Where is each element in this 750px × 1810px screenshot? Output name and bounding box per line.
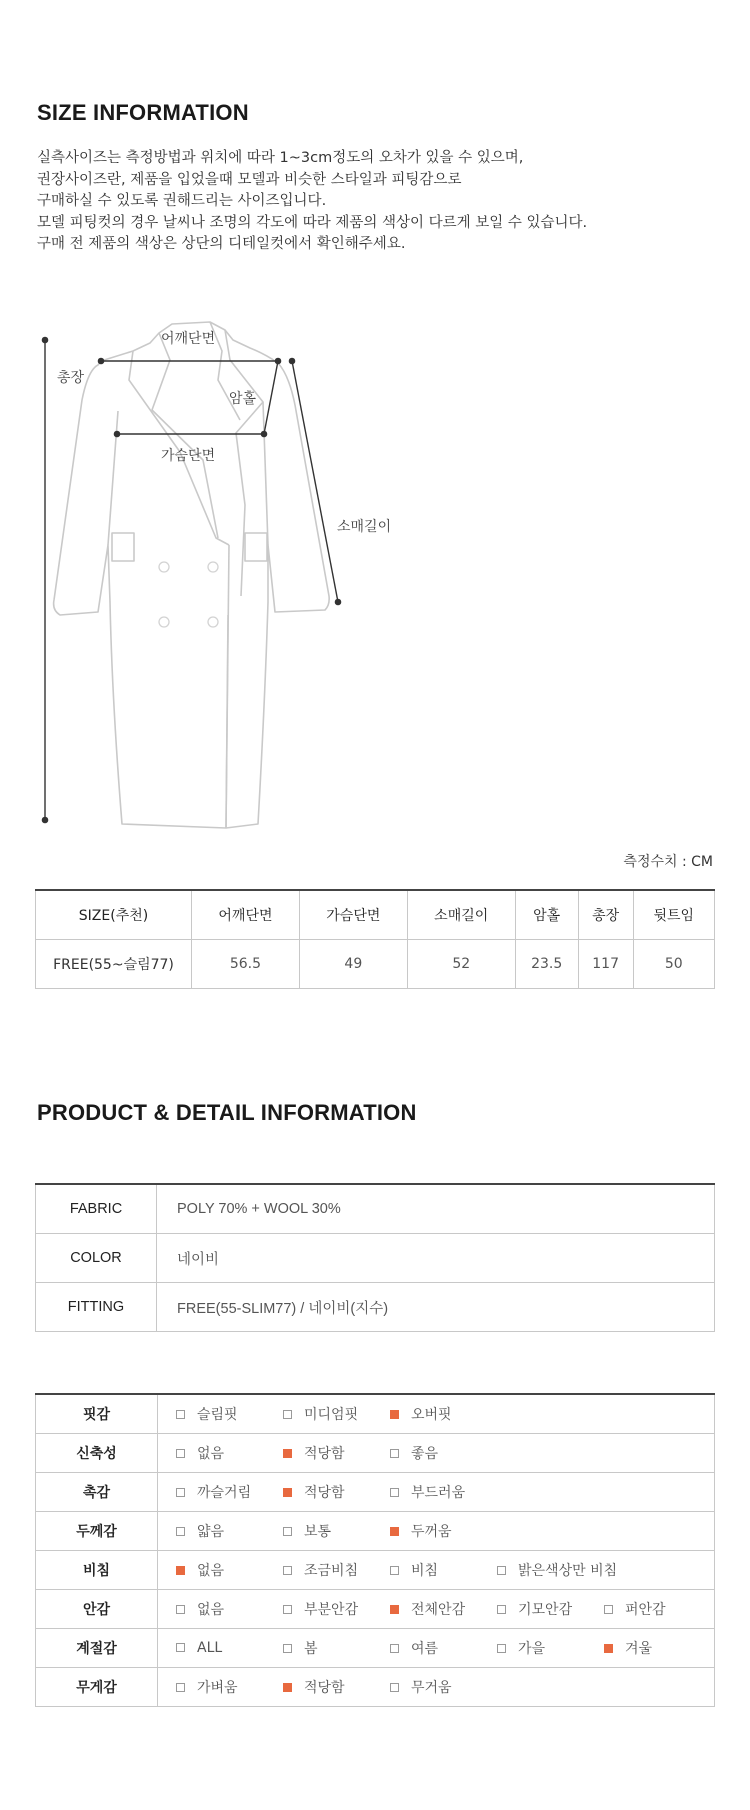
unchecked-box-icon [497,1566,506,1575]
product-section-title: PRODUCT & DETAIL INFORMATION [37,1100,417,1125]
checked-box-icon [390,1527,399,1536]
attribute-option [390,1404,452,1424]
attribute-option-label: 없음 [197,1602,225,1618]
unchecked-box-icon [497,1644,506,1653]
attribute-option [176,1677,238,1697]
attribute-options [158,1394,715,1434]
attribute-options [158,1668,715,1707]
size-table [35,889,715,989]
label-armhole: 암홀 [229,391,257,407]
attribute-row [36,1590,715,1629]
label-length: 총장 [57,370,85,386]
unchecked-box-icon [390,1566,399,1575]
attribute-option-label: ALL [197,1640,223,1656]
attribute-option-label: 까슬거림 [197,1485,252,1501]
attribute-option [390,1443,438,1463]
attribute-label: 촉감 [36,1473,158,1512]
coat-measurement-diagram [0,300,750,840]
attribute-label: 비침 [36,1551,158,1590]
attribute-option-label: 조금비침 [304,1563,359,1579]
coat-illustration [0,300,750,840]
unchecked-box-icon [283,1644,292,1653]
size-header-cell: SIZE(추천) [36,890,192,940]
checked-box-icon [604,1644,613,1653]
info-value-fabric: POLY 70% + WOOL 30% [157,1184,715,1234]
intro-line: 모델 피팅컷의 경우 날씨나 조명의 각도에 따라 제품의 색상이 다르게 보일 수 있습니다. [37,214,588,231]
intro-line: 권장사이즈란, 제품을 입었을때 모델과 비슷한 스타일과 피팅감으로 [37,171,462,188]
attribute-option [283,1521,331,1541]
attribute-option [390,1677,452,1697]
attribute-option [176,1482,251,1502]
size-header-cell: 암홀 [515,890,578,940]
attribute-option [176,1521,224,1541]
unchecked-box-icon [176,1488,185,1497]
checked-box-icon [283,1683,292,1692]
attribute-option [497,1638,545,1658]
attribute-option-label: 전체안감 [411,1602,466,1618]
attribute-option-label: 무거움 [411,1680,452,1696]
attribute-row [36,1629,715,1668]
attribute-options [158,1551,715,1590]
attribute-row [36,1551,715,1590]
attribute-option [390,1638,438,1658]
size-table-row [36,940,715,989]
size-header-cell: 가슴단면 [299,890,407,940]
size-cell: 23.5 [515,940,578,989]
attribute-row [36,1512,715,1551]
attribute-label: 안감 [36,1590,158,1629]
info-label-color: COLOR [36,1234,157,1283]
attribute-option-label: 가을 [518,1641,546,1657]
unchecked-box-icon [176,1605,185,1614]
attribute-option-label: 좋음 [411,1446,439,1462]
attribute-option-label: 보통 [304,1524,332,1540]
product-info-table [35,1183,715,1332]
attribute-option [604,1638,652,1658]
attribute-option-label: 기모안감 [518,1602,573,1618]
attribute-option-label: 적당함 [304,1485,345,1501]
attribute-option [176,1443,224,1463]
intro-line: 실측사이즈는 측정방법과 위치에 따라 1~3cm정도의 오차가 있을 수 있으며, [37,150,524,166]
size-cell: 117 [578,940,633,989]
attribute-option [390,1521,452,1541]
attribute-label: 핏감 [36,1394,158,1434]
unchecked-box-icon [390,1644,399,1653]
info-label-fitting: FITTING [36,1283,157,1332]
attribute-option [176,1599,224,1619]
unchecked-box-icon [283,1566,292,1575]
attribute-option [283,1560,358,1580]
size-header-cell: 어깨단면 [192,890,300,940]
product-attribute-table [35,1393,715,1707]
attribute-option-label: 두꺼움 [411,1524,452,1540]
attribute-option [390,1560,438,1580]
attribute-options [158,1434,715,1473]
label-shoulder: 어깨단면 [161,331,216,347]
size-cell: 52 [407,940,515,989]
checked-box-icon [390,1605,399,1614]
attribute-option-label: 봄 [304,1641,318,1657]
attribute-row [36,1394,715,1434]
attribute-option [604,1599,666,1619]
size-section-title: SIZE INFORMATION [37,100,249,125]
label-chest: 가슴단면 [161,448,216,464]
attribute-option [497,1599,572,1619]
attribute-option-label: 여름 [411,1641,439,1657]
measurement-unit-note: 측정수치 : CM [623,854,713,870]
unchecked-box-icon [283,1605,292,1614]
attribute-option-label: 없음 [197,1446,225,1462]
unchecked-box-icon [176,1683,185,1692]
attribute-option-label: 미디엄핏 [304,1407,359,1423]
attribute-options [158,1512,715,1551]
attribute-option [176,1404,238,1424]
attribute-option-label: 부드러움 [411,1485,466,1501]
attribute-option-label: 적당함 [304,1446,345,1462]
info-label-fabric: FABRIC [36,1184,157,1234]
attribute-options [158,1473,715,1512]
checked-box-icon [283,1449,292,1458]
attribute-option [176,1560,224,1580]
info-row [36,1184,715,1234]
checked-box-icon [176,1566,185,1575]
checked-box-icon [390,1410,399,1419]
attribute-option [497,1560,617,1580]
unchecked-box-icon [283,1527,292,1536]
unchecked-box-icon [176,1527,185,1536]
info-row [36,1283,715,1332]
attribute-option-label: 밝은색상만 비침 [518,1563,618,1579]
attribute-option-label: 적당함 [304,1680,345,1696]
attribute-option [283,1482,345,1502]
size-table-header-row [36,890,715,940]
attribute-option-label: 퍼안감 [625,1602,666,1618]
attribute-row [36,1473,715,1512]
attribute-option [283,1404,358,1424]
intro-line: 구매 전 제품의 색상은 상단의 디테일컷에서 확인해주세요. [37,236,406,252]
size-cell: 56.5 [192,940,300,989]
unchecked-box-icon [283,1410,292,1419]
unchecked-box-icon [604,1605,613,1614]
attribute-option-label: 겨울 [625,1641,653,1657]
size-cell: FREE(55~슬림77) [36,940,192,989]
attribute-option-label: 얇음 [197,1524,225,1540]
attribute-option [176,1640,222,1656]
attribute-options [158,1629,715,1668]
attribute-option [283,1443,345,1463]
intro-line: 구매하실 수 있도록 권해드리는 사이즈입니다. [37,193,327,209]
unchecked-box-icon [176,1449,185,1458]
attribute-option-label: 슬림핏 [197,1407,238,1423]
attribute-option [283,1599,358,1619]
checked-box-icon [283,1488,292,1497]
info-row [36,1234,715,1283]
unchecked-box-icon [390,1683,399,1692]
size-header-cell: 소매길이 [407,890,515,940]
size-header-cell: 총장 [578,890,633,940]
info-value-fitting: FREE(55-SLIM77) / 네이비(지수) [157,1283,715,1332]
attribute-option-label: 비침 [411,1563,439,1579]
attribute-label: 무게감 [36,1668,158,1707]
unchecked-box-icon [497,1605,506,1614]
unchecked-box-icon [176,1643,185,1652]
size-cell: 49 [299,940,407,989]
info-value-color: 네이비 [157,1234,715,1283]
attribute-option-label: 부분안감 [304,1602,359,1618]
attribute-option [390,1482,465,1502]
attribute-option [283,1677,345,1697]
attribute-option-label: 오버핏 [411,1407,452,1423]
attribute-label: 두께감 [36,1512,158,1551]
attribute-option [283,1638,318,1658]
attribute-option-label: 가벼움 [197,1680,238,1696]
attribute-label: 계절감 [36,1629,158,1668]
attribute-row [36,1668,715,1707]
size-header-cell: 뒷트임 [633,890,714,940]
size-intro-text [37,148,717,256]
attribute-row [36,1434,715,1473]
attribute-option [390,1599,465,1619]
attribute-option-label: 없음 [197,1563,225,1579]
size-cell: 50 [633,940,714,989]
attribute-label: 신축성 [36,1434,158,1473]
unchecked-box-icon [390,1449,399,1458]
unchecked-box-icon [176,1410,185,1419]
unchecked-box-icon [390,1488,399,1497]
label-sleeve: 소매길이 [337,519,392,535]
attribute-options [158,1590,715,1629]
